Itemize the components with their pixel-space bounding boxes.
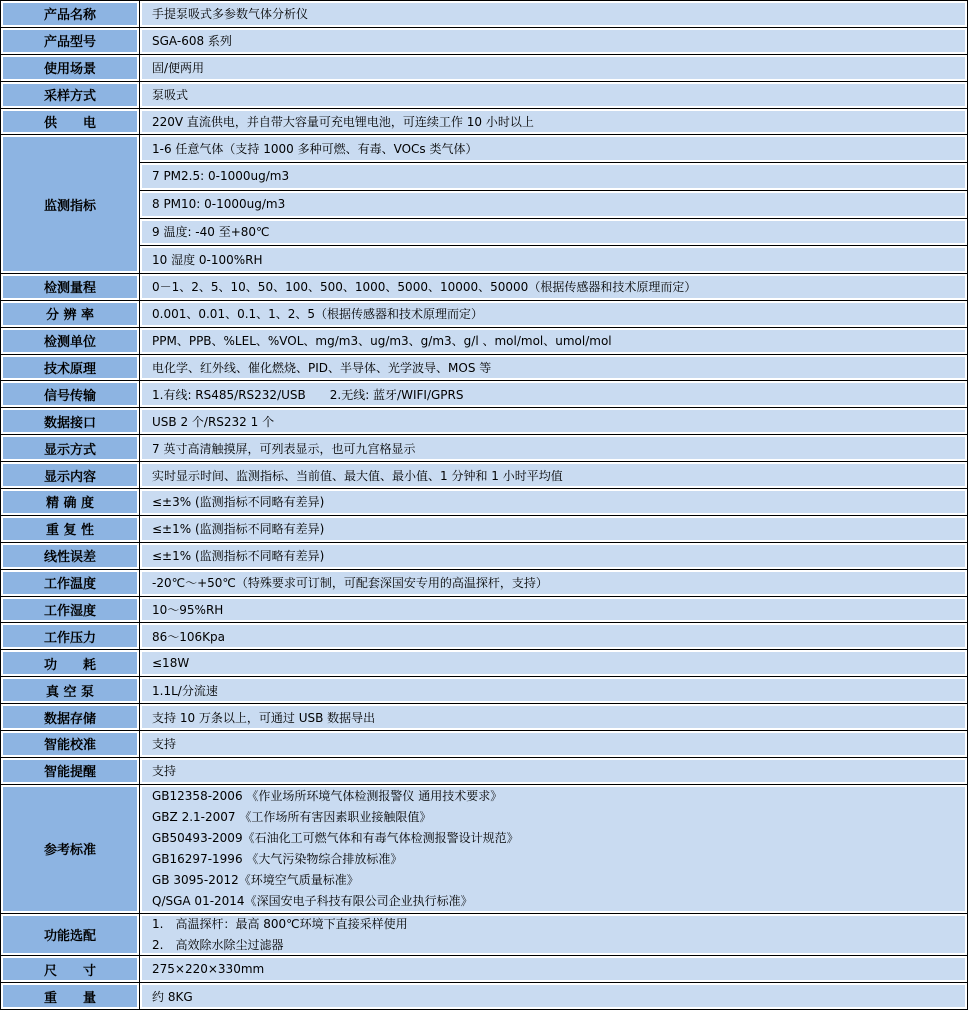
row-label: 工作湿度 (0, 596, 140, 624)
row-value-cell: 8 PM10: 0-1000ug/m3 (139, 190, 968, 219)
row-value-area (139, 134, 968, 273)
row-label: 检测单位 (0, 327, 140, 355)
row-value-cell: 1-6 任意气体（支持 1000 多种可燃、有毒、VOCs 类气体） (139, 134, 968, 163)
row-value-cell: 220V 直流供电，并自带大容量可充电锂电池，可连续工作 10 小时以上 (139, 108, 968, 136)
table-row (0, 300, 968, 328)
row-value-cell: 1.1L/分流速 (139, 676, 968, 704)
row-label: 参考标准 (0, 784, 140, 914)
value-line: GBZ 2.1-2007 《工作场所有害因素职业接触限值》 (152, 809, 432, 824)
row-label: 工作温度 (0, 569, 140, 597)
row-value-area (139, 434, 968, 462)
row-value-cell: 实时显示时间、监测指标、当前值、最大值、最小值、1 分钟和 1 小时平均值 (139, 461, 968, 489)
row-label: 技术原理 (0, 354, 140, 382)
row-value-cell: 10～95%RH (139, 596, 968, 624)
value-line: Q/SGA 01-2014《深国安电子科技有限公司企业执行标准》 (152, 893, 473, 908)
row-label: 重 量 (0, 982, 140, 1010)
row-value-cell: ≤±1% (监测指标不同略有差异) (139, 542, 968, 570)
row-value-area (139, 27, 968, 55)
row-label: 产品型号 (0, 27, 140, 55)
row-label: 分 辨 率 (0, 300, 140, 328)
row-label: 线性误差 (0, 542, 140, 570)
row-value-area (139, 380, 968, 408)
table-row (0, 407, 968, 435)
table-row (0, 134, 968, 273)
row-label: 尺 寸 (0, 955, 140, 983)
row-label: 数据接口 (0, 407, 140, 435)
row-value-area (139, 676, 968, 704)
row-value-cell: -20℃～+50℃（特殊要求可订制，可配套深国安专用的高温探杆，支持） (139, 569, 968, 597)
row-value-cell: 0.001、0.01、0.1、1、2、5（根据传感器和技术原理而定） (139, 300, 968, 328)
table-row (0, 757, 968, 785)
row-label: 智能校准 (0, 730, 140, 758)
row-label: 显示内容 (0, 461, 140, 489)
table-row (0, 676, 968, 704)
row-label: 信号传输 (0, 380, 140, 408)
row-value-area (139, 622, 968, 650)
table-row (0, 569, 968, 597)
row-value-area (139, 730, 968, 758)
table-row (0, 380, 968, 408)
row-label: 采样方式 (0, 81, 140, 109)
row-label: 监测指标 (0, 134, 140, 273)
row-value-area (139, 515, 968, 543)
table-row (0, 81, 968, 109)
row-label: 显示方式 (0, 434, 140, 462)
value-line: GB 3095-2012《环境空气质量标准》 (152, 872, 359, 887)
row-label: 功能选配 (0, 913, 140, 956)
row-value-area (139, 273, 968, 301)
row-value-multiline (139, 913, 968, 956)
row-value-area (139, 913, 968, 956)
row-value-cell: 7 英寸高清触摸屏，可列表显示，也可九宫格显示 (139, 434, 968, 462)
table-row (0, 913, 968, 956)
row-value-cell: SGA-608 系列 (139, 27, 968, 55)
row-value-area (139, 461, 968, 489)
table-row (0, 542, 968, 570)
table-row (0, 434, 968, 462)
value-line: 2. 高效除水除尘过滤器 (152, 937, 284, 952)
table-row (0, 649, 968, 677)
table-row (0, 730, 968, 758)
row-value-area (139, 757, 968, 785)
row-value-cell: ≤±3% (监测指标不同略有差异) (139, 488, 968, 516)
row-label: 智能提醒 (0, 757, 140, 785)
table-row (0, 354, 968, 382)
row-value-cell: ≤18W (139, 649, 968, 677)
row-label: 检测量程 (0, 273, 140, 301)
table-row (0, 27, 968, 55)
row-value-area (139, 955, 968, 983)
row-value-area (139, 108, 968, 136)
table-row (0, 108, 968, 136)
row-value-cell: 手提泵吸式多参数气体分析仪 (139, 0, 968, 28)
row-value-area (139, 784, 968, 914)
row-value-cell: ≤±1% (监测指标不同略有差异) (139, 515, 968, 543)
row-value-cell: 支持 10 万条以上，可通过 USB 数据导出 (139, 703, 968, 731)
row-label: 产品名称 (0, 0, 140, 28)
row-label: 功 耗 (0, 649, 140, 677)
row-label: 工作压力 (0, 622, 140, 650)
row-value-cell: 7 PM2.5: 0-1000ug/m3 (139, 162, 968, 191)
row-value-area (139, 354, 968, 382)
table-row (0, 703, 968, 731)
row-value-area (139, 81, 968, 109)
row-value-area (139, 488, 968, 516)
value-line: GB16297-1996 《大气污染物综合排放标准》 (152, 851, 403, 866)
value-line: 1. 高温探杆：最高 800℃环境下直接采样使用 (152, 916, 408, 931)
row-value-cell: USB 2 个/RS232 1 个 (139, 407, 968, 435)
table-row (0, 596, 968, 624)
row-value-area (139, 327, 968, 355)
row-value-cell: 约 8KG (139, 982, 968, 1010)
row-value-area (139, 407, 968, 435)
row-value-cell: 10 湿度 0-100%RH (139, 245, 968, 274)
table-row (0, 54, 968, 82)
row-value-area (139, 569, 968, 597)
value-line: GB12358-2006 《作业场所环境气体检测报警仪 通用技术要求》 (152, 788, 503, 803)
row-value-cell: 电化学、红外线、催化燃烧、PID、半导体、光学波导、MOS 等 (139, 354, 968, 382)
table-row (0, 515, 968, 543)
table-row (0, 327, 968, 355)
table-row (0, 784, 968, 914)
row-value-cell: 固/便两用 (139, 54, 968, 82)
row-value-cell: 0－1、2、5、10、50、100、500、1000、5000、10000、50000（根据传感器和技术原理而定） (139, 273, 968, 301)
row-value-cell: 支持 (139, 757, 968, 785)
table-row (0, 488, 968, 516)
row-value-area (139, 982, 968, 1010)
table-row (0, 955, 968, 983)
row-value-cell: 275×220×330mm (139, 955, 968, 983)
row-label: 使用场景 (0, 54, 140, 82)
row-value-area (139, 596, 968, 624)
table-row (0, 0, 968, 28)
row-value-cell: 泵吸式 (139, 81, 968, 109)
row-value-cell: 1.有线: RS485/RS232/USB 2.无线: 蓝牙/WIFI/GPRS (139, 380, 968, 408)
row-label: 数据存储 (0, 703, 140, 731)
value-line: GB50493-2009《石油化工可燃气体和有毒气体检测报警设计规范》 (152, 830, 519, 845)
table-row (0, 622, 968, 650)
table-row (0, 461, 968, 489)
row-label: 精 确 度 (0, 488, 140, 516)
table-row (0, 982, 968, 1010)
row-value-area (139, 0, 968, 28)
row-value-area (139, 300, 968, 328)
row-value-cell: 支持 (139, 730, 968, 758)
row-value-area (139, 649, 968, 677)
row-value-area (139, 54, 968, 82)
row-value-area (139, 703, 968, 731)
row-value-cell: 86～106Kpa (139, 622, 968, 650)
row-value-area (139, 542, 968, 570)
row-value-multiline (139, 784, 968, 914)
row-value-cell: PPM、PPB、%LEL、%VOL、mg/m3、ug/m3、g/m3、g/l 、mol/mol、umol/mol (139, 327, 968, 355)
row-label: 供 电 (0, 108, 140, 136)
row-value-cell: 9 温度: -40 至+80℃ (139, 218, 968, 247)
table-row (0, 273, 968, 301)
row-label: 真 空 泵 (0, 676, 140, 704)
row-label: 重 复 性 (0, 515, 140, 543)
